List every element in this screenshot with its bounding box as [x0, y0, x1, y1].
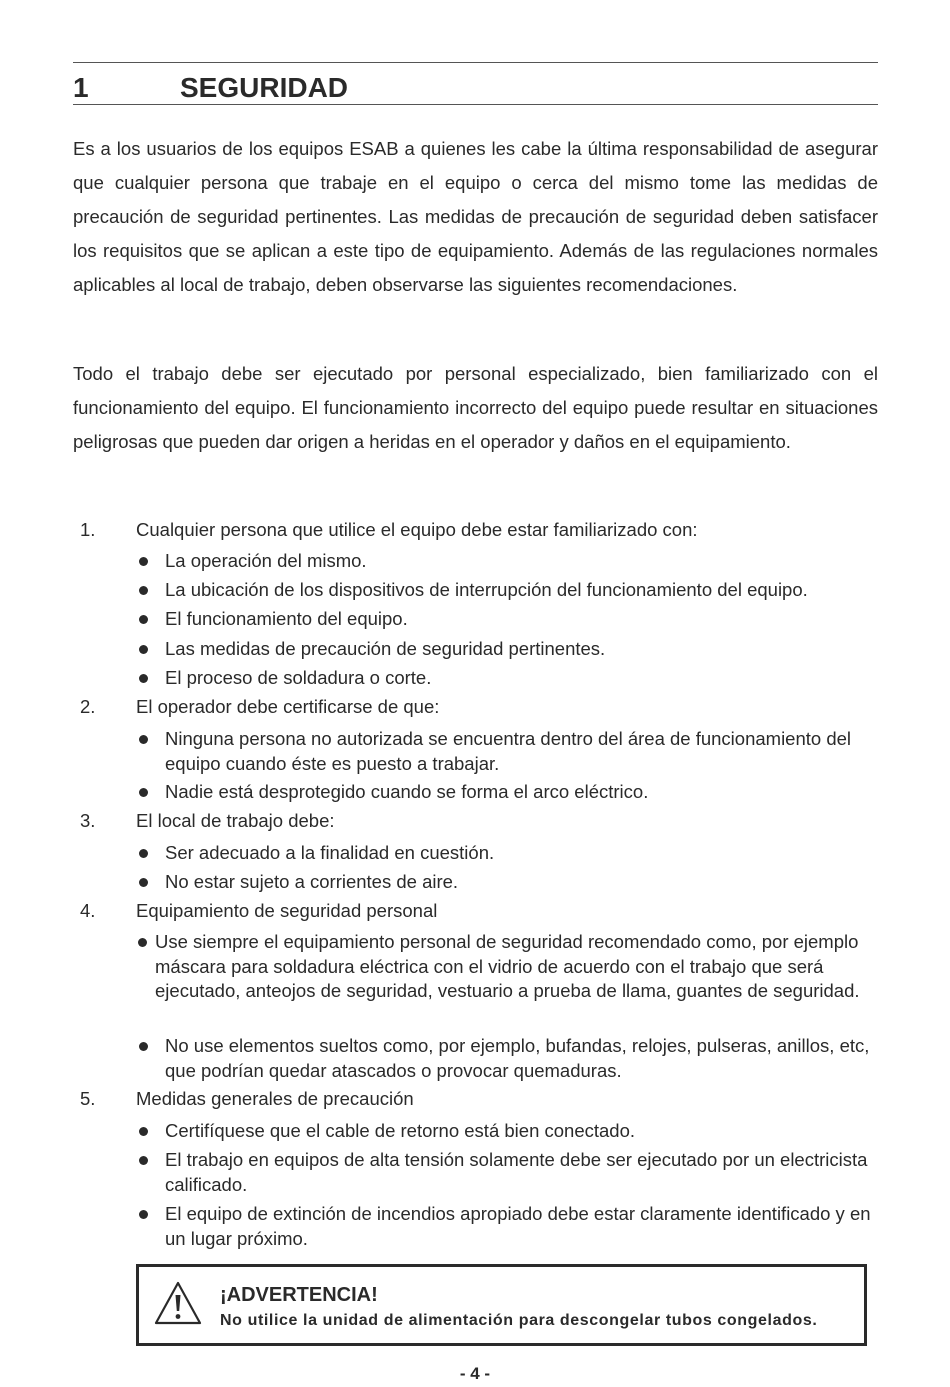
section-number: 1	[73, 72, 89, 103]
warning-text: No utilice la unidad de alimentación para descongelar tubos congelados.	[220, 1312, 818, 1329]
list-text: El operador debe certificarse de que:	[136, 696, 440, 717]
section-title: SEGURIDAD	[180, 72, 349, 103]
bullet-icon	[139, 645, 148, 654]
personnel-paragraph: Todo el trabajo debe ser ejecutado por personal especializado, bien familiarizado con el funcionamiento del equipo. El funcionamiento incorrecto del equipo puede resultar en situaciones peligrosas que pueden dar origen a heridas en el operador y daños en el equipamiento.	[73, 363, 878, 452]
list-text: El local de trabajo debe:	[136, 810, 335, 831]
list-number: 2.	[80, 696, 96, 717]
list-number: 5.	[80, 1088, 96, 1109]
bullet-icon	[139, 849, 148, 858]
warning-triangle-icon	[153, 1280, 203, 1326]
bullet-icon	[139, 735, 148, 744]
warning-title: ¡ADVERTENCIA!	[220, 1284, 378, 1306]
list-number: 3.	[80, 810, 96, 831]
list-number: 1.	[80, 519, 96, 540]
bullet-icon	[139, 788, 148, 797]
list-text: Cualquier persona que utilice el equipo debe estar familiarizado con:	[136, 519, 698, 540]
bullet-icon	[139, 878, 148, 887]
bullet-icon	[139, 586, 148, 595]
bullet-icon	[139, 1042, 148, 1051]
bullet-icon	[139, 674, 148, 683]
list-text: Medidas generales de precaución	[136, 1088, 414, 1109]
bullet-icon	[139, 1210, 148, 1219]
list-number: 4.	[80, 900, 96, 921]
list-text: Equipamiento de seguridad personal	[136, 900, 438, 921]
section-header	[73, 62, 878, 105]
bullet-icon	[139, 615, 148, 624]
page-number: - 4 -	[459, 1364, 491, 1383]
bullet-icon	[139, 1127, 148, 1136]
bullet-icon	[139, 1156, 148, 1165]
intro-paragraph: Es a los usuarios de los equipos ESAB a quienes les cabe la última responsabilidad de asegurar que cualquier persona que trabaje en el equipo o cerca del mismo tome las medidas de precaución de seguridad pertinentes. Las medidas de precaución de seguridad deben satisfacer los requisitos que se aplican a este tipo de equipamiento. Además de las regulaciones normales aplicables al local de trabajo, deben observarse las siguientes recomendaciones.	[73, 138, 878, 295]
bullet-icon	[139, 557, 148, 566]
warning-box	[136, 1264, 867, 1346]
